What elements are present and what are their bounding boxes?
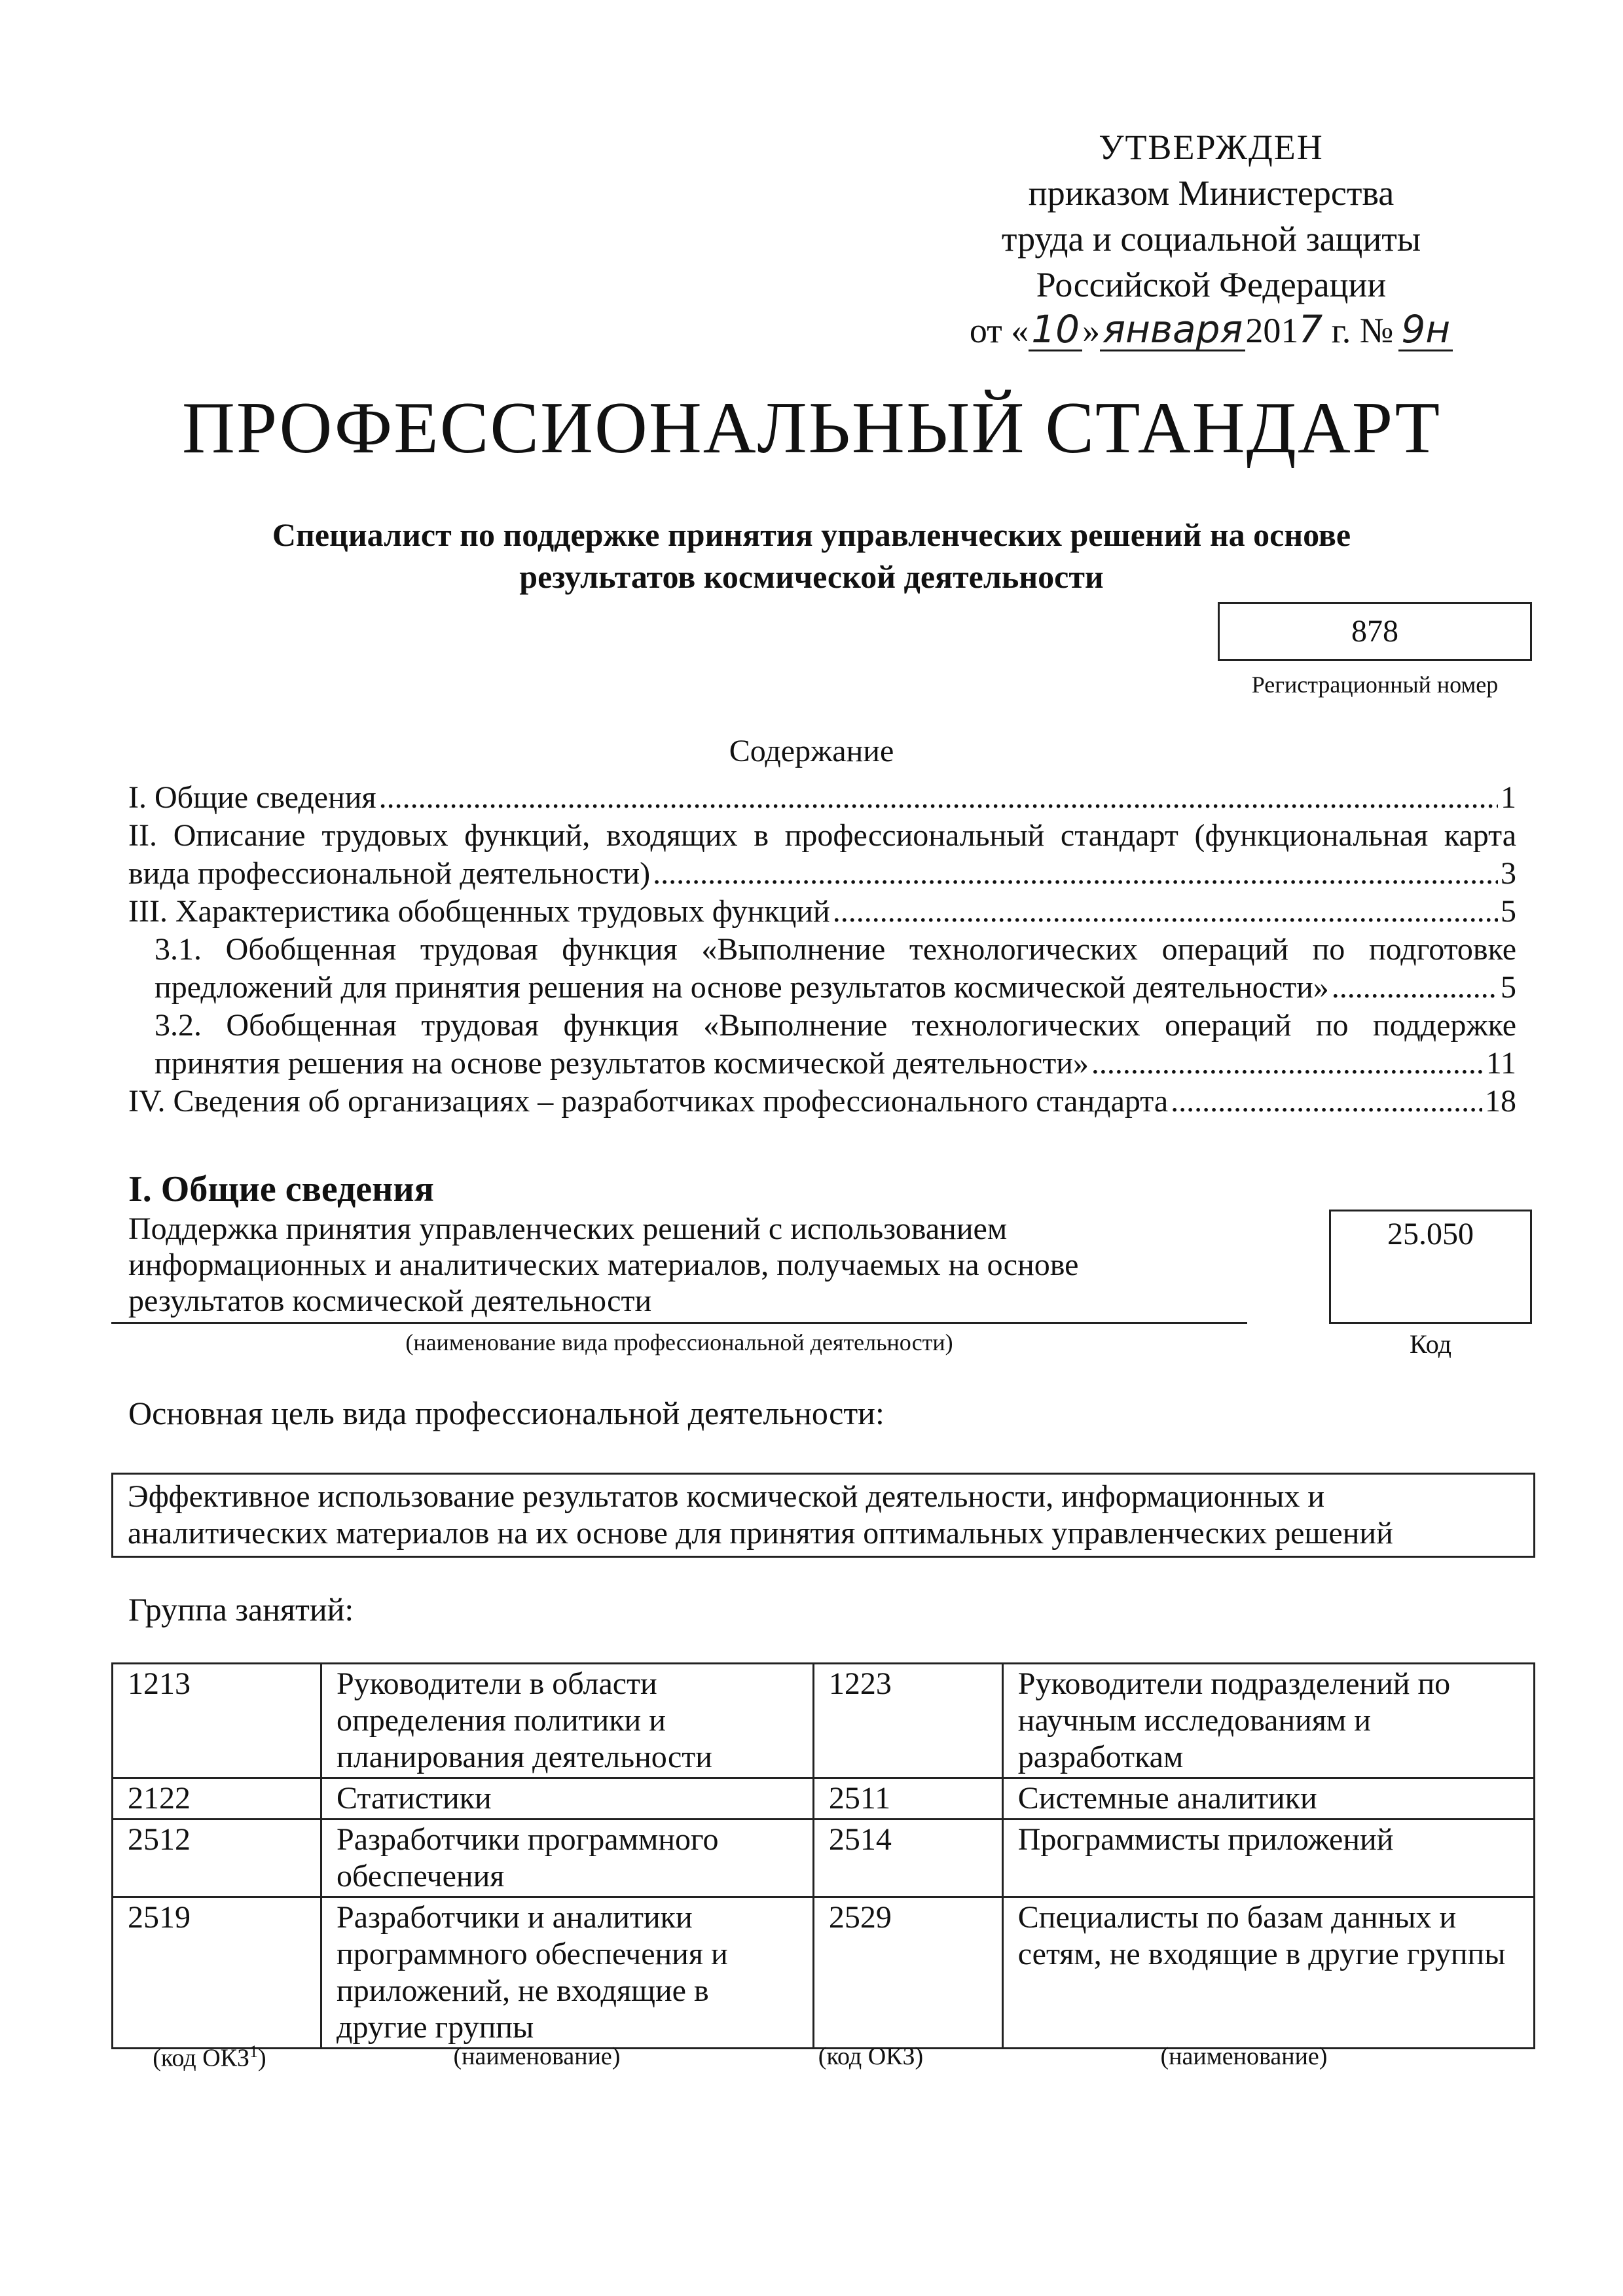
- toc-item-text: I. Общие сведения: [128, 780, 376, 815]
- okz-code: 2529: [813, 1897, 1002, 2049]
- toc-page-number: 3: [1501, 856, 1516, 891]
- handwritten-day: 10: [1029, 309, 1082, 351]
- toc-item[interactable]: [128, 779, 1516, 817]
- toc-item-text-line-2: вида профессиональной деятельности): [128, 856, 651, 891]
- goal-line: Эффективное использование результатов космической деятельности, информационных и: [128, 1479, 1325, 1514]
- subtitle-line-2: результатов космической деятельности: [519, 558, 1104, 595]
- activity-line: Поддержка принятия управленческих решений с использованием: [128, 1211, 1008, 1246]
- toc-item[interactable]: [128, 893, 1516, 931]
- toc-item-text-line-1: 3.1. Обобщенная трудовая функция «Выполнение технологических операций по подготовке: [155, 932, 1516, 967]
- toc-item-text: III. Характеристика обобщенных трудовых функций: [128, 894, 830, 929]
- handwritten-year-digit: 7: [1298, 307, 1323, 351]
- table-row: [113, 1664, 1535, 1778]
- toc-leader: [653, 855, 1498, 893]
- occupation-name: Системные аналитики: [1002, 1778, 1534, 1820]
- approval-title: УТВЕРЖДЕН: [1099, 128, 1324, 167]
- date-mid: »: [1082, 311, 1101, 350]
- occupation-name: Разработчики и аналитики программного обеспечения и приложений, не входящие в другие группы: [321, 1897, 814, 2049]
- toc-item[interactable]: [128, 817, 1516, 893]
- page-title: ПРОФЕССИОНАЛЬНЫЙ СТАНДАРТ: [182, 387, 1441, 469]
- occupation-name: Программисты приложений: [1002, 1820, 1534, 1897]
- okz-code: 2511: [813, 1778, 1002, 1820]
- toc-leader: [379, 779, 1498, 817]
- standard-subtitle: [131, 514, 1492, 598]
- occupation-group-label: Группа занятий:: [128, 1591, 354, 1628]
- approval-block: [897, 124, 1525, 353]
- occupation-name: Руководители в области определения политики и планирования деятельности: [321, 1664, 814, 1778]
- toc-page-number: 1: [1501, 780, 1516, 815]
- footer-caption-okz-code: (код ОКЗ$^1$): [153, 2042, 266, 2072]
- activity-name: [128, 1211, 1241, 1319]
- occupation-name: Статистики: [321, 1778, 814, 1820]
- occupation-name: Руководители подразделений по научным исследованиям и разработкам: [1002, 1664, 1534, 1778]
- year-prefix: 201: [1245, 311, 1299, 350]
- activity-caption: (наименование вида профессиональной деятельности): [405, 1329, 953, 1355]
- toc-leader: [1171, 1083, 1482, 1121]
- toc-item-text: IV. Сведения об организациях – разработчиках профессионального стандарта: [128, 1084, 1169, 1119]
- section-title: I. Общие сведения: [128, 1169, 434, 1210]
- goal-box: [111, 1473, 1535, 1558]
- toc-item-text-line-1: II. Описание трудовых функций, входящих в профессиональный стандарт (функциональная карта: [128, 818, 1516, 853]
- year-suffix: г. №: [1322, 311, 1394, 350]
- footer-caption-name: (наименование): [1160, 2043, 1328, 2070]
- approval-line-2: труда и социальной защиты: [1001, 219, 1421, 259]
- table-row: [113, 1778, 1535, 1820]
- goal-label: Основная цель вида профессиональной деятельности:: [128, 1395, 884, 1431]
- footer-caption-name: (наименование): [453, 2043, 621, 2070]
- toc-heading: Содержание: [729, 734, 894, 768]
- toc-item[interactable]: [128, 931, 1516, 1007]
- registration-number-label: Регистрационный номер: [1251, 672, 1499, 698]
- handwritten-month: января: [1100, 309, 1245, 351]
- activity-code-box: 25.050: [1329, 1210, 1532, 1324]
- occupation-name: Специалисты по базам данных и сетям, не входящие в другие группы: [1002, 1897, 1534, 2049]
- toc-item-text-line-1: 3.2. Обобщенная трудовая функция «Выполнение технологических операций по поддержке: [155, 1008, 1516, 1043]
- okz-code: 2519: [113, 1897, 321, 2049]
- table-row: [113, 1897, 1535, 2049]
- handwritten-order-number: 9н: [1398, 309, 1453, 351]
- table-of-contents: [128, 779, 1516, 1121]
- toc-page-number: 5: [1501, 894, 1516, 929]
- okz-code: 1223: [813, 1664, 1002, 1778]
- toc-leader: [1332, 969, 1498, 1007]
- footnote-mark[interactable]: 1: [249, 2042, 259, 2061]
- okz-code: 2514: [813, 1820, 1002, 1897]
- activity-line: результатов космической деятельности: [128, 1283, 652, 1318]
- toc-page-number: 11: [1486, 1046, 1516, 1081]
- code-caption: Код: [1410, 1329, 1451, 1359]
- toc-item[interactable]: [128, 1083, 1516, 1121]
- toc-item[interactable]: [128, 1007, 1516, 1083]
- footer-caption-okz-code: (код ОКЗ): [818, 2043, 924, 2070]
- okz-code: 1213: [113, 1664, 321, 1778]
- approval-line-3: Российской Федерации: [1036, 265, 1387, 304]
- toc-item-text-line-2: принятия решения на основе результатов космической деятельности»: [155, 1046, 1089, 1081]
- approval-line-1: приказом Министерства: [1028, 173, 1395, 213]
- table-row: [113, 1820, 1535, 1897]
- date-prefix: от «: [969, 311, 1029, 350]
- occupation-name: Разработчики программного обеспечения: [321, 1820, 814, 1897]
- toc-page-number: 5: [1501, 970, 1516, 1005]
- toc-leader: [833, 893, 1498, 931]
- toc-leader: [1091, 1045, 1484, 1083]
- registration-number-box: 878: [1218, 602, 1532, 661]
- approval-date-line: [897, 308, 1525, 353]
- goal-line: аналитических материалов на их основе для принятия оптимальных управленческих решений: [128, 1516, 1393, 1551]
- okz-code: 2512: [113, 1820, 321, 1897]
- okz-code: 2122: [113, 1778, 321, 1820]
- activity-line: информационных и аналитических материалов, получаемых на основе: [128, 1247, 1079, 1282]
- activity-underline: [111, 1322, 1247, 1324]
- occupation-table: [111, 1662, 1535, 2049]
- toc-page-number: 18: [1485, 1084, 1516, 1119]
- subtitle-line-1: Специалист по поддержке принятия управленческих решений на основе: [272, 516, 1351, 553]
- toc-item-text-line-2: предложений для принятия решения на основе результатов космической деятельности»: [155, 970, 1329, 1005]
